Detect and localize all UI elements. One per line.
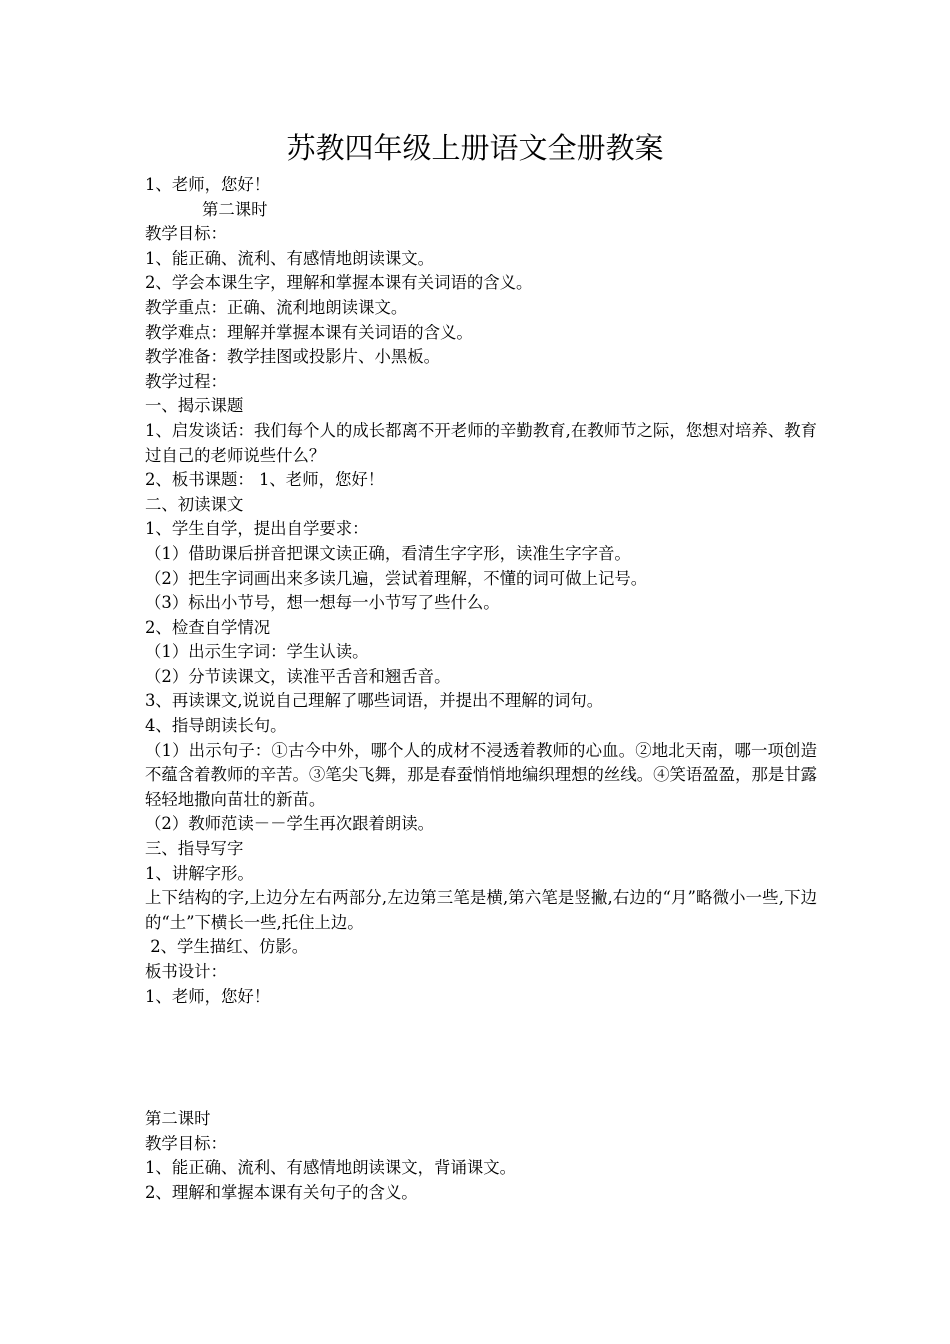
text-line: 教学过程： — [145, 371, 227, 391]
text-line: 3、再读课文,说说自己理解了哪些词语，并提出不理解的词句。 — [145, 691, 604, 711]
text-line: 1、讲解字形。 — [145, 863, 254, 883]
document-body — [145, 173, 817, 1206]
text-paragraph: （1）出示句子：①古今中外，哪个人的成材不浸透着教师的心血。②地北天南，哪一项创造不蕴含着教师的辛苦。③笔尖飞舞，那是春蚕悄悄地编织理想的丝线。④笑语盈盈，那是甘露轻轻地撒向苗壮的新苗。 — [145, 740, 818, 809]
text-line: 2、学生描红、仿影。 — [145, 937, 309, 957]
text-paragraph: 上下结构的字,上边分左右两部分,左边第三笔是横,第六笔是竖撇,右边的“月”略微小一些,下边的“土”下横长一些,托住上边。 — [145, 888, 817, 932]
text-line: 板书设计： — [145, 962, 227, 981]
text-paragraph: 1、启发谈话：我们每个人的成长都离不开老师的辛勤教育,在教师节之际，您想对培养、教育过自己的老师说些什么？ — [145, 420, 817, 465]
text-line: 2、学会本课生字，理解和掌握本课有关词语的含义。 — [145, 273, 533, 293]
text-line: （2）把生字词画出来多读几遍，尝试着理解，不懂的词可做上记号。 — [145, 568, 648, 588]
blank-space — [145, 1009, 817, 1107]
text-line: 1、能正确、流利、有感情地朗读课文。 — [145, 248, 435, 268]
text-line: （3）标出小节号，想一想每一小节写了些什么。 — [145, 593, 500, 613]
text-line: 2、检查自学情况 — [145, 617, 271, 637]
lesson-title: 1、老师，您好！ — [145, 175, 271, 194]
page-title: 苏教四年级上册语文全册教案 — [286, 131, 664, 165]
period-heading: 第二课时 — [145, 1109, 211, 1129]
text-line: 二、初读课文 — [145, 494, 244, 514]
text-line: 4、指导朗读长句。 — [145, 716, 287, 736]
text-line: 教学目标： — [145, 1133, 227, 1153]
text-line: 教学目标： — [145, 224, 227, 244]
text-line: 1、老师，您好！ — [145, 986, 271, 1006]
text-line: 2、板书课题： 1、老师，您好！ — [145, 470, 385, 490]
text-line: 教学重点：正确、流利地朗读课文。 — [145, 297, 408, 317]
text-line: 1、学生自学，提出自学要求： — [145, 519, 369, 539]
period-heading: 第二课时 — [202, 199, 268, 219]
text-line: 三、指导写字 — [145, 839, 244, 859]
text-line: （2）教师范读－－学生再次跟着朗读。 — [145, 814, 435, 834]
text-line: 一、揭示课题 — [145, 396, 244, 416]
text-line: 教学难点：理解并掌握本课有关词语的含义。 — [145, 322, 473, 342]
text-line: （1）出示生字词：学生认读。 — [145, 642, 369, 662]
text-line: 教学准备：教学挂图或投影片、小黑板。 — [145, 347, 441, 367]
text-line: （1）借助课后拼音把课文读正确，看清生字字形，读准生字字音。 — [145, 543, 631, 563]
text-line: 2、理解和掌握本课有关句子的含义。 — [145, 1182, 418, 1202]
text-line: 1、能正确、流利、有感情地朗读课文，背诵课文。 — [145, 1158, 517, 1178]
text-line: （2）分节读课文，读准平舌音和翘舌音。 — [145, 666, 451, 686]
